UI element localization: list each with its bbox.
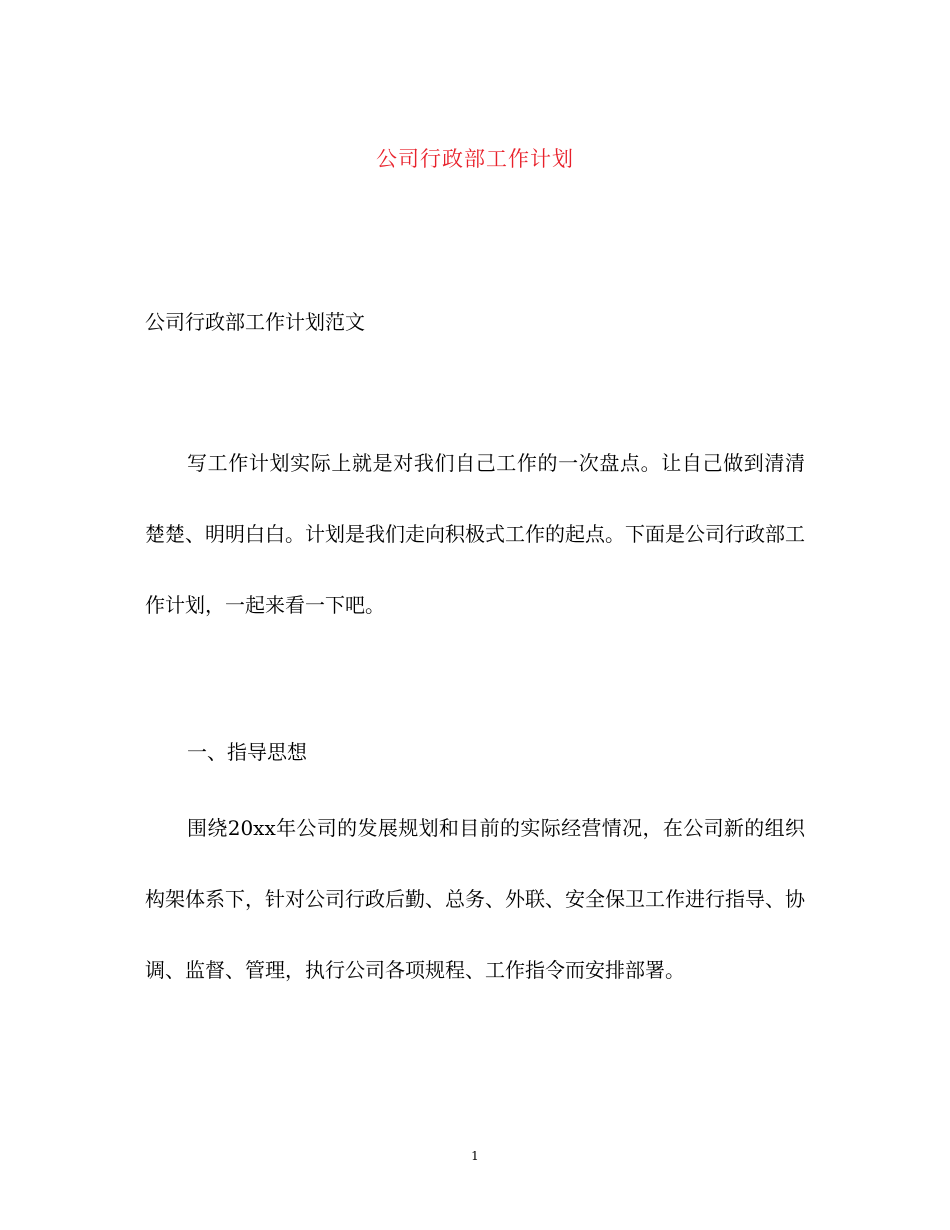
- intro-paragraph: 写工作计划实际上就是对我们自己工作的一次盘点。让自己做到清清楚楚、明明白白。计划是我们走向积极式工作的起点。下面是公司行政部工作计划，一起来看一下吧。: [145, 451, 805, 617]
- page-number: 1: [471, 1149, 479, 1163]
- page-title: 公司行政部工作计划: [376, 147, 574, 171]
- document-subtitle: 公司行政部工作计划范文: [145, 310, 365, 334]
- section-paragraph: 围绕20xx年公司的发展规划和目前的实际经营情况，在公司新的组织构架体系下，针对公司行政后勤、总务、外联、安全保卫工作进行指导、协调、监督、管理，执行公司各项规程、工作指令而安排部署。: [145, 816, 805, 982]
- section-heading: 一、指导思想: [187, 740, 307, 764]
